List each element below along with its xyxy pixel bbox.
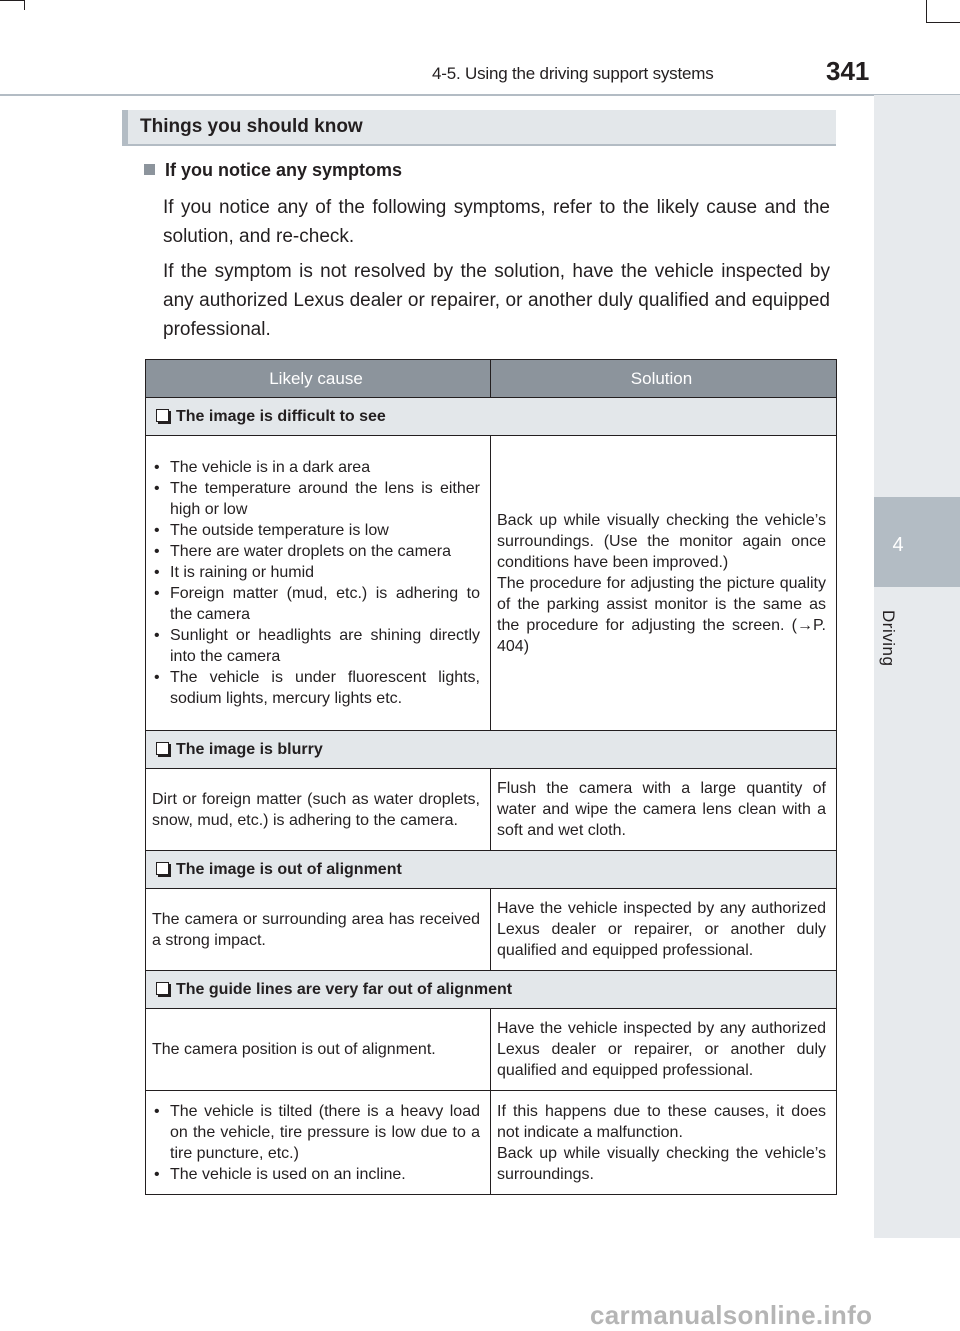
solution-cell: Have the vehicle inspected by any authorized Lexus dealer or repairer, or another duly qualified and equipped professional. [491, 1009, 837, 1091]
solution-cell: Have the vehicle inspected by any authorized Lexus dealer or repairer, or another duly qualified and equipped professional. [491, 889, 837, 971]
checkbox-icon [156, 862, 169, 875]
chapter-number: 4 [892, 534, 904, 556]
table-row [146, 889, 837, 971]
title-accent-bar [122, 110, 128, 144]
checkbox-icon [156, 742, 169, 755]
list-item: • The vehicle is used on an incline. [152, 1164, 480, 1185]
subsection-heading [144, 160, 402, 181]
checkbox-icon [156, 982, 169, 995]
crop-mark [0, 0, 24, 1]
checkbox-icon [156, 409, 169, 422]
list-item: • The vehicle is under fluorescent lights, sodium lights, mercury lights etc. [152, 667, 480, 709]
table-header-row [146, 360, 837, 398]
cause-cell: Dirt or foreign matter (such as water droplets, snow, mud, etc.) is adhering to the camera. [146, 769, 491, 851]
cause-cell [146, 436, 491, 731]
solution-cell: Back up while visually checking the vehicle’s surroundings. (Use the monitor again once conditions have been improved.) The procedure for adjusting the picture quality of the parking assist monitor is the same as the procedure for adjusting the screen. (→P. 404) [491, 436, 837, 731]
category-cell [146, 851, 837, 889]
column-header-solution: Solution [491, 360, 837, 398]
category-cell [146, 971, 837, 1009]
column-header-cause: Likely cause [146, 360, 491, 398]
paragraph: If you notice any of the following symptoms, refer to the likely cause and the solution, and re-check. [163, 197, 830, 247]
list-item: • Foreign matter (mud, etc.) is adhering to the camera [152, 583, 480, 625]
watermark: carmanualsonline.info [590, 1300, 873, 1330]
square-bullet-icon [144, 164, 155, 175]
header-rule [0, 94, 960, 96]
list-item: • The temperature around the lens is either high or low [152, 478, 480, 520]
crop-mark [24, 0, 25, 10]
list-item: • It is raining or humid [152, 562, 480, 583]
chapter-side-tab [874, 95, 960, 1238]
category-row [146, 398, 837, 436]
list-item: • The outside temperature is low [152, 520, 480, 541]
paragraph: If the symptom is not resolved by the solution, have the vehicle inspected by any authorized Lexus dealer or repairer, or another duly qualified and equipped professional. [163, 261, 830, 340]
subsection-heading-text: If you notice any symptoms [165, 160, 403, 180]
list-item: • The vehicle is tilted (there is a heavy load on the vehicle, tire pressure is low due to a tire puncture, etc.) [152, 1101, 480, 1164]
category-label: The guide lines are very far out of alignment [176, 981, 513, 998]
category-cell [146, 731, 837, 769]
table-row [146, 1091, 837, 1195]
cause-cell: The camera or surrounding area has received a strong impact. [146, 889, 491, 971]
box-title: Things you should know [140, 116, 363, 137]
category-row [146, 851, 837, 889]
table-row [146, 1009, 837, 1091]
solution-cell: If this happens due to these causes, it does not indicate a malfunction. Back up while visually checking the vehicle’s surroundings. [491, 1091, 837, 1195]
table-row [146, 769, 837, 851]
cause-list [152, 457, 480, 709]
list-item: • There are water droplets on the camera [152, 541, 480, 562]
cause-list [152, 1101, 480, 1185]
category-label: The image is out of alignment [176, 861, 402, 878]
category-row [146, 971, 837, 1009]
crop-mark [926, 0, 927, 22]
category-label: The image is blurry [176, 741, 323, 758]
list-item: • Sunlight or headlights are shining directly into the camera [152, 625, 480, 667]
things-you-should-know-box [122, 110, 836, 146]
list-item: • The vehicle is in a dark area [152, 457, 480, 478]
cause-cell [146, 1091, 491, 1195]
crop-mark [926, 22, 960, 23]
chapter-label: Driving [879, 610, 898, 667]
troubleshooting-table [145, 359, 837, 1195]
category-row [146, 731, 837, 769]
category-label: The image is difficult to see [176, 408, 386, 425]
solution-cell: Flush the camera with a large quantity of water and wipe the camera lens clean with a soft and wet cloth. [491, 769, 837, 851]
table-row [146, 436, 837, 731]
category-cell [146, 398, 837, 436]
section-header: 4-5. Using the driving support systems [432, 64, 714, 83]
page-number: 341 [826, 56, 870, 86]
cause-cell: The camera position is out of alignment. [146, 1009, 491, 1091]
